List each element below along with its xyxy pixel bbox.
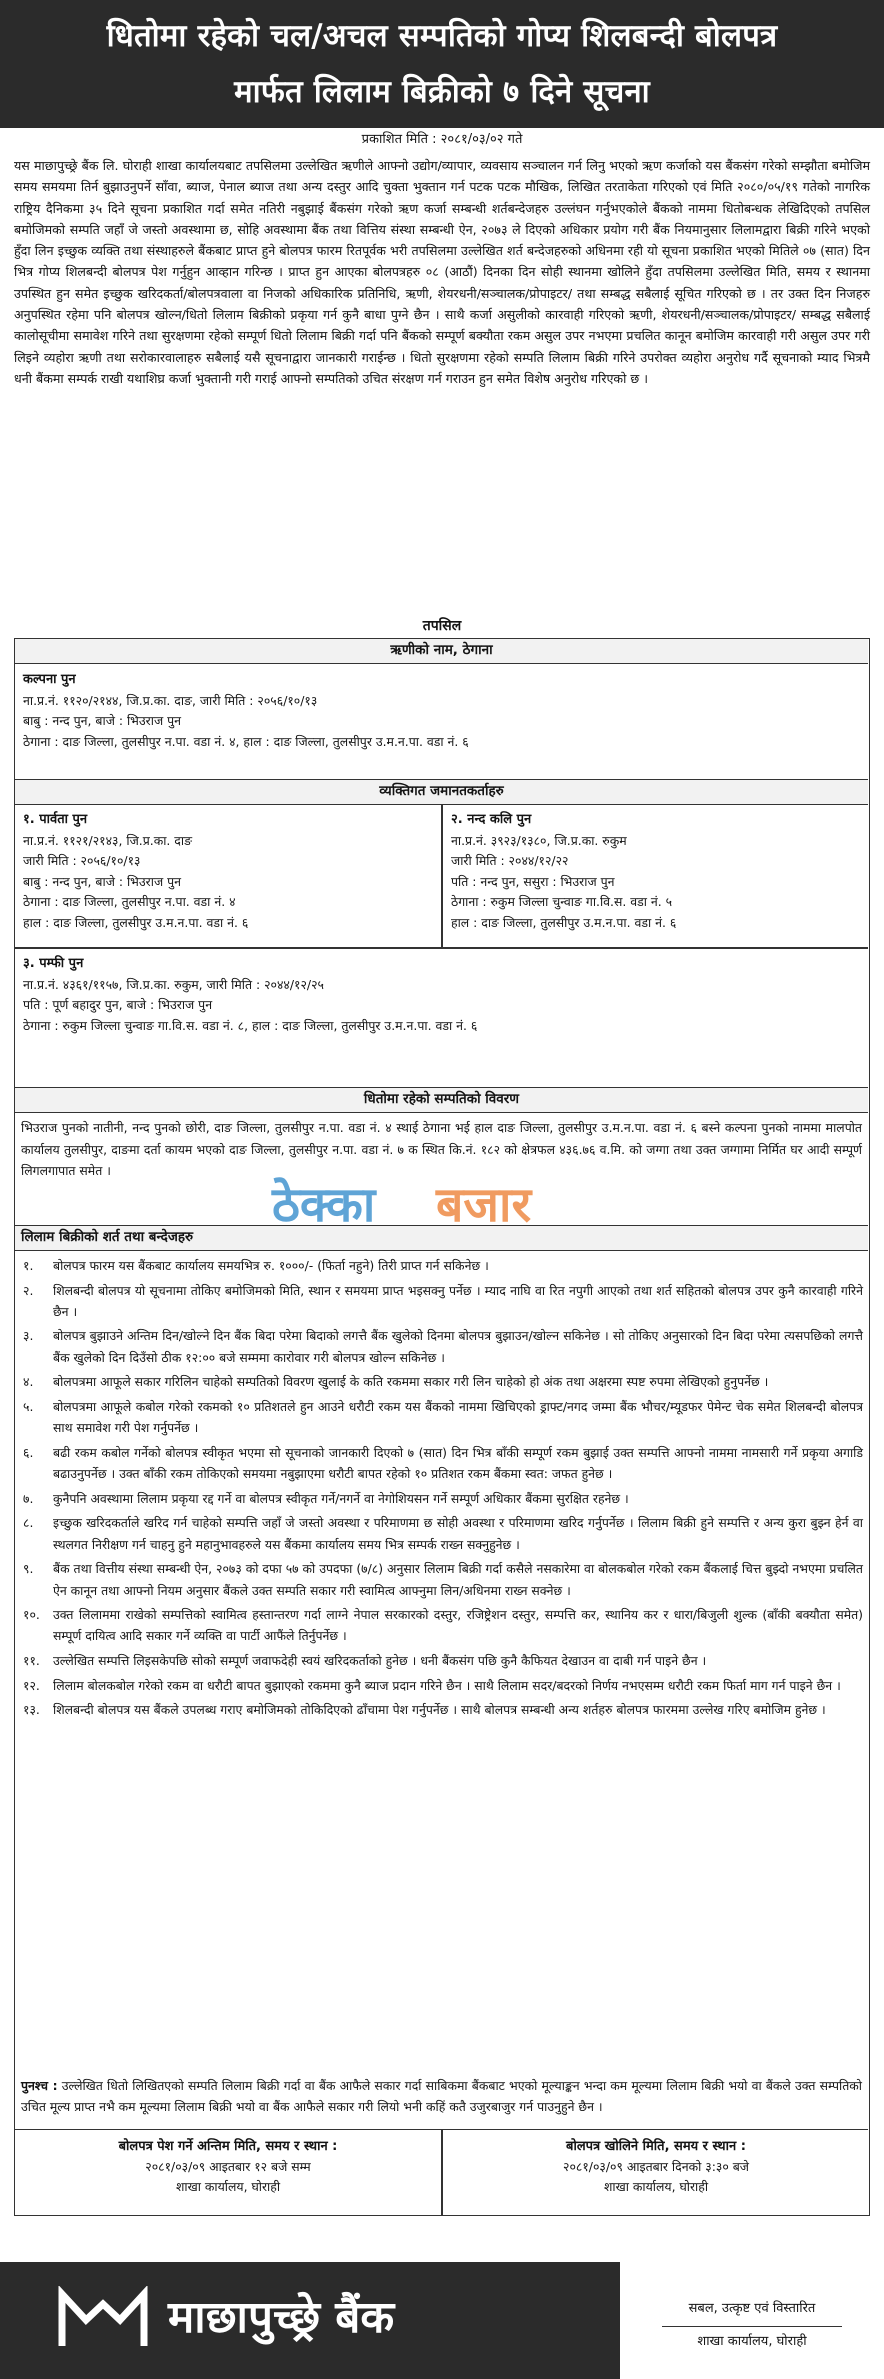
borrower-citizenship: ना.प्र.नं. ११२०/२१४४, जि.प्र.का. दाङ, जारी मिति : २०५६/१०/१३ bbox=[23, 692, 318, 708]
footnote bbox=[21, 2075, 862, 2118]
condition-item: ८. इच्छुक खरिदकर्ताले खरिद गर्न चाहेको सम्पत्ति जहाँ जे जस्तो अवस्था र परिमाणमा छ सोही अवस्था र परिमाणमा खरिद गर्नुपर्नेछ । लिलाम बिक्री हुने सम्पत्ति र अन्य कुरा बुझ्न हेर्न वा स्थलगत निरीक्षण गर्न चाहनु हुने महानुभावहरुले यस बैंकमा कार्यालय समय भित्र सम्पर्क राख्न सक्नुहुनेछ । bbox=[23, 1515, 863, 1552]
guarantor-2 bbox=[443, 807, 868, 936]
guarantor-2-line: जारी मिति : २०४४/१२/२२ bbox=[451, 853, 569, 868]
submission-when: २०८१/०३/०९ आइतबार १२ बजे सम्म bbox=[145, 2159, 311, 2174]
borrower-section-title: ऋणीको नाम, ठेगाना bbox=[15, 638, 868, 664]
property-description: भिउराज पुनको नातीनी, नन्द पुनको छोरी, दाङ जिल्ला, तुलसीपुर न.पा. वडा नं. ४ स्थाई ठेगाना भई हाल दाङ जिल्ला, तुलसीपुर उ.म.न.पा. वडा नं. ६ बस्ने कल्पना पुनको नाममा मालपोत कार्यालय तुलसीपुर, दाङमा दर्ता कायम भएको दाङ जिल्ला, तुलसीपुर न.पा. वडा नं. ७ क स्थित कि.नं. १८२ को क्षेत्रफल ४३६.७६ व.मि. को जग्गा तथा उक्त जग्गामा निर्मित घर आदी सम्पूर्ण लिगलगापात समेत । bbox=[21, 1120, 862, 1178]
condition-item: १. बोलपत्र फारम यस बैंकबाट कार्यालय समयभित्र रु. १०००/- (फिर्ता नहुने) तिरी प्राप्त गर्न सकिनेछ । bbox=[23, 1258, 489, 1273]
notice-title-line-2: मार्फत लिलाम बिक्रीको ७ दिने सूचना bbox=[234, 74, 650, 110]
guarantor-3-line: ठेगाना : रुकुम जिल्ला चुन्वाङ गा.वि.स. वडा नं. ८, हाल : दाङ जिल्ला, तुलसीपुर उ.म.न.पा. वडा नं. ६ bbox=[23, 1017, 478, 1033]
notice-header bbox=[0, 0, 884, 128]
guarantor-1-name: १. पार्वता पुन bbox=[23, 812, 88, 827]
condition-item: ७. कुनैपनि अवस्थामा लिलाम प्रकृया रद्द गर्ने वा बोलपत्र स्वीकृत गर्ने/नगर्ने वा नेगोशियसन गर्ने सम्पूर्ण अधिकार बैंकमा सुरक्षित रहनेछ । bbox=[23, 1490, 629, 1506]
condition-item: ११. उल्लेखित सम्पत्ति लिइसकेपछि सोको सम्पूर्ण जवाफदेही स्वयं खरिदकर्ताको हुनेछ । धनी बैंकसंग पछि कुनै कैफियत देखाउन वा दाबी गर्न पाइने छैन । bbox=[23, 1653, 707, 1669]
borrower-box bbox=[15, 667, 868, 755]
guarantor-2-line: पति : नन्द पुन, ससुरा : भिउराज पुन bbox=[451, 873, 615, 889]
submission-deadline bbox=[15, 2130, 441, 2197]
guarantor-2-line: हाल : दाङ जिल्ला, तुलसीपुर उ.म.न.पा. वडा नं. ६ bbox=[451, 914, 677, 930]
guarantor-1-line: हाल : दाङ जिल्ला, तुलसीपुर उ.म.न.पा. वडा नं. ६ bbox=[23, 914, 249, 930]
schedule-frame bbox=[14, 638, 870, 2216]
submission-where: शाखा कार्यालय, घोराही bbox=[175, 2179, 281, 2194]
guarantor-2-name: २. नन्द कलि पुन bbox=[451, 812, 532, 827]
notice-title-line-1: धितोमा रहेको चल/अचल सम्पतिको गोप्य शिलबन्दी बोलपत्र bbox=[106, 18, 778, 54]
condition-item: ४. बोलपत्रमा आफूले सकार गरिलिन चाहेको सम्पतिको विवरण खुलाई के कति रकममा सकार गरी लिन चाहेको हो अंक तथा अक्षरमा स्पष्ट रुपमा लेखिएको हुनुपर्नेछ । bbox=[23, 1374, 769, 1390]
guarantor-3-line: पति : पूर्ण बहादुर पुन, बाजे : भिउराज पुन bbox=[23, 997, 213, 1012]
submission-title: बोलपत्र पेश गर्ने अन्तिम मिति, समय र स्थान : bbox=[118, 2139, 338, 2154]
opening-time bbox=[443, 2130, 869, 2197]
condition-item: ९. बैंक तथा वित्तीय संस्था सम्बन्धी ऐन, २०७३ को दफा ५७ को उपदफा (७/८) अनुसार लिलाम बिक्री गर्दा कसैले नसकारेमा वा बोलकबोल गरेको रकम बैंकलाई चित्त बुझ्दो नभएमा प्रचलित ऐन कानून तथा आफ्नो नियम अनुसार बैंकले उक्त सम्पति सकार गरी स्वामित्व आफ्नुमा लिन/अधिनमा राख्न सक्नेछ । bbox=[23, 1561, 863, 1598]
publish-date: प्रकाशित मिति : २०८१/०३/०२ गते bbox=[361, 132, 523, 147]
opening-title: बोलपत्र खोलिने मिति, समय र स्थान : bbox=[566, 2139, 746, 2154]
footer-tag-box bbox=[620, 2262, 884, 2379]
borrower-name: कल्पना पुन bbox=[23, 672, 76, 687]
guarantor-3 bbox=[15, 951, 868, 1039]
dates-section bbox=[15, 2129, 868, 2215]
condition-item: ६. बढी रकम कबोल गर्नेको बोलपत्र स्वीकृत भएमा सो सूचनाको जानकारी दिएको ७ (सात) दिन भित्र बाँकी सम्पूर्ण रकम बुझाई उक्त सम्पत्ति आफ्नो नाममा नामसारी गर्ने प्रकृया अगाडि बढाउनुपर्नेछ । उक्त बाँकी रकम तोकिएको समयमा नबुझाएमा धरौटी बापत रहेको १० प्रतिशत रकम बैंकमा स्वत: जफत हुनेछ । bbox=[23, 1444, 863, 1482]
machhapuchchhre-mountain-logo-icon bbox=[58, 2286, 148, 2350]
guarantor-2-line: ठेगाना : रुकुम जिल्ला चुन्वाङ गा.वि.स. वडा नं. ५ bbox=[451, 894, 673, 909]
guarantor-2-line: ना.प्र.नं. ३९२३/१३८०, जि.प्र.का. रुकुम bbox=[451, 832, 627, 848]
intro-paragraph: यस माछापुच्छ्रे बैंक लि. घोराही शाखा कार्यालयबाट तपसिलमा उल्लेखित ऋणीले आफ्नो उद्योग/व्यापार, व्यवसाय सञ्चालन गर्न लिनु भएको ऋण कर्जाको यस बैंकसंग गरेको सम्झौता बमोजिम समय समयमा तिर्न बुझाउनुपर्ने साँवा, ब्याज, पेनाल ब्याज तथा अन्य दस्तुर आदि चुक्ता भुक्तान गर्न पटक पटक मौखिक, लिखित तरताकेता गरिएको एवं मिति २०८०/०५/१९ गतेको नागरिक राष्ट्रिय दैनिकमा ३५ दिने सूचना प्रकाशित गर्दा समेत नतिरी नबुझाई बैंकसंग गरेको ऋण कर्जा सम्बन्धी शर्तबन्देजहरु उल्लंघन गर्नुभएकोले बैंकको नाममा धितोबन्धक लेखिदिएको तपसिल बमोजिमको सम्पति जहाँ जे जस्तो अवस्थामा छ, सोहि अवस्थामा बैंक तथा वित्तिय संस्था सम्बन्धी ऐन, २०७३ ले दिएको अधिकार प्रयोग गरी बैंक नियमानुसार लिलामद्वारा बिक्री गरिने भएको हुँदा लिन इच्छुक व्यक्ति तथा संस्थाहरुले बैंकबाट प्राप्त हुने बोलपत्र फारम रितपूर्वक भरी तपसिलमा उल्लेखित शर्त बन्देजहरुको अधिनमा रही यो सूचना प्रकाशित भएको मितिले ०७ (सात) दिन भित्र गोप्य शिलबन्दी बोलपत्र पेश गर्नुहुन आव्हान गरिन्छ । प्राप्त हुन आएका बोलपत्रहरु ०८ (आठौं) दिनका दिन सोही स्थानमा खोलिने हुँदा तपसिलमा उल्लेखित मिति, समय र स्थानमा उपस्थित हुन समेत इच्छुक खरिदकर्ता/बोलपत्रवाला वा निजको अधिकारिक प्रतिनिधि, ऋणी, शेयरधनी/सञ्चालक/प्रोपाइटर/ तथा सम्बद्ध सबैलाई सूचित गरिएको छ । तर उक्त दिन निजहरु अनुपस्थित रहेमा पनि बोलपत्र खोल्न/धितो लिलाम बिक्रीको प्रकृया गर्न कुनै बाधा पुग्ने छैन । साथै कर्जा असुलीको कारवाही गरिएको ऋणी, शेयरधनी/सञ्चालक/प्रोपाइटर/ सम्बद्ध सबैलाई कालोसूचीमा समावेश गरिने तथा सुरक्षणमा रहेको सम्पूर्ण धितो लिलाम बिक्री गर्दा पनि बैंकको सम्पूर्ण बक्यौता रकम असुल उपर नभएमा प्रचलित कानून बमोजिम कारवाही गरी असुल उपर गरी लिइने व्यहोरा ऋणी तथा सरोकारवालाहरु सबैलाई यसै सूचनाद्वारा जानकारी गराईन्छ । धितो सुरक्षणमा रहेको सम्पति लिलाम बिक्री गरिने उपरोक्त व्यहोरा अनुरोध गर्दै सूचनाको म्याद भित्रमै धनी बैंकमा सम्पर्क राखी यथाशिघ्र कर्जा भुक्तानी गरी गराई आफ्नो सम्पतिको उचित संरक्षण गर्न गराउन हुन समेत विशेष अनुरोध गरिएको छ । bbox=[14, 158, 870, 386]
property-section-title: धितोमा रहेको सम्पतिको विवरण bbox=[15, 1087, 868, 1113]
guarantor-1-line: ना.प्र.नं. ११२१/२१४३, जि.प्र.का. दाङ bbox=[23, 832, 192, 848]
guarantors-section-title: व्यक्तिगत जमानतकर्ताहरु bbox=[15, 779, 868, 805]
bank-footer bbox=[0, 2262, 884, 2379]
condition-item: २. शिलबन्दी बोलपत्र यो सूचनामा तोकिए बमोजिमको मिति, स्थान र समयमा प्राप्त भइसक्नु पर्नेछ । म्याद नाघि वा रित नपुगी आएको तथा शर्त सहितको बोलपत्र उपर कुनै कारवाही गरिने छैन । bbox=[23, 1282, 863, 1319]
watermark-part-1: ठेक्का bbox=[272, 1177, 376, 1233]
conditions-section-title: लिलाम बिक्रीको शर्त तथा बन्देजहरु bbox=[15, 1225, 868, 1251]
slogan-divider bbox=[662, 2326, 842, 2327]
guarantor-3-line: ना.प्र.नं. ४३६१/११५७, जि.प्र.का. रुकुम, जारी मिति : २०४४/१२/२५ bbox=[23, 976, 324, 992]
condition-item: ३. बोलपत्र बुझाउने अन्तिम दिन/खोल्ने दिन बैंक बिदा परेमा बिदाको लगत्तै बैंक खुलेको दिनमा बोलपत्र बुझाउन/खोल्न सकिनेछ । सो तोकिए अनुसारको दिन बिदा परेमा त्यसपछिको लगत्तै बैंक खुलेको दिन दिउँसो ठीक १२:०० बजे सम्ममा कारोवार गरी बोलपत्र खोल्न सकिनेछ । bbox=[23, 1328, 863, 1365]
footnote-label: पुनश्च : bbox=[21, 2078, 58, 2093]
branch-office: शाखा कार्यालय, घोराही bbox=[697, 2334, 807, 2349]
schedule-title: तपसिल bbox=[422, 618, 462, 634]
footnote-text: उल्लेखित धितो लिखितएको सम्पति लिलाम बिक्री गर्दा वा बैंक आफैले सकार गर्दा साबिकमा बैंकबाट भएको मूल्याङ्कन भन्दा कम मूल्यमा लिलाम बिक्री भयो वा बैंकले उक्त सम्पतिको उचित मूल्य प्राप्त नभै कम मूल्यमा लिलाम बिक्री भयो वा बैंक आफैले सकार गरी लियो भनी कहिं कतै उजुरबाजुर गर्न पाउनुहुने छैन । bbox=[21, 2078, 862, 2115]
opening-when: २०८१/०३/०९ आइतबार दिनको ३:३० बजे bbox=[563, 2159, 749, 2174]
conditions-list bbox=[23, 1255, 863, 1724]
condition-item: १२. लिलाम बोलकबोल गरेको रकम वा धरौटी बापत बुझाएको रकममा कुनै ब्याज प्रदान गरिने छैन । साथै लिलाम सदर/बदरको निर्णय नभएसम्म धरौटी रकम फिर्ता माग गर्न पाइने छैन । bbox=[23, 1677, 841, 1693]
guarantor-row-divider bbox=[15, 947, 868, 949]
condition-item: १३. शिलबन्दी बोलपत्र यस बैंकले उपलब्ध गराए बमोजिमको तोकिदिएको ढाँचामा पेश गर्नुपर्नेछ । साथै बोलपत्र सम्बन्धी अन्य शर्तहरु बोलपत्र फारममा उल्लेख गरिए बमोजिम हुनेछ । bbox=[23, 1702, 826, 1718]
guarantor-1 bbox=[15, 807, 441, 936]
guarantor-1-line: ठेगाना : दाङ जिल्ला, तुलसीपुर न.पा. वडा नं. ४ bbox=[23, 894, 236, 909]
condition-item: ५. बोलपत्रमा आफूले कबोल गरेको रकमको १० प्रतिशतले हुन आउने धरौटी रकम यस बैंकको नाममा खिचिएको ड्राफ्ट/नगद जम्मा बैंक भौचर/म्यूडफर पेमेन्ट चेक समेत शिलबन्दी बोलपत्र साथ समावेश गरी पेश गर्नुपर्नेछ । bbox=[23, 1398, 863, 1436]
guarantor-1-line: बाबु : नन्द पुन, बाजे : भिउराज पुन bbox=[23, 873, 181, 889]
borrower-address: ठेगाना : दाङ जिल्ला, तुलसीपुर न.पा. वडा नं. ४, हाल : दाङ जिल्ला, तुलसीपुर उ.म.न.पा. वडा नं. ६ bbox=[23, 733, 469, 749]
guarantor-1-line: जारी मिति : २०५६/१०/१३ bbox=[23, 853, 141, 868]
bank-slogan: सबल, उत्कृष्ट एवं विस्तारित bbox=[688, 2301, 816, 2316]
borrower-relation: बाबु : नन्द पुन, बाजे : भिउराज पुन bbox=[23, 713, 181, 728]
watermark-part-2: बजार bbox=[436, 1177, 532, 1233]
opening-where: शाखा कार्यालय, घोराही bbox=[603, 2179, 709, 2194]
condition-item: १०. उक्त लिलाममा राखेको सम्पत्तिको स्वामित्व हस्तान्तरण गर्दा लाग्ने नेपाल सरकारको दस्तुर, रजिष्ट्रेशन दस्तुर, सम्पत्ति कर, स्थानिय कर र धारा/बिजुली शुल्क (बाँकी बक्यौता समेत) सम्पूर्ण दायित्व आदि सकार गर्ने व्यक्ति वा पार्टी आफैंले तिर्नुपर्नेछ । bbox=[23, 1607, 863, 1644]
guarantor-3-name: ३. पम्फी पुन bbox=[23, 956, 84, 971]
bank-name: माछापुच्छ्रे बैंक bbox=[168, 2292, 395, 2343]
